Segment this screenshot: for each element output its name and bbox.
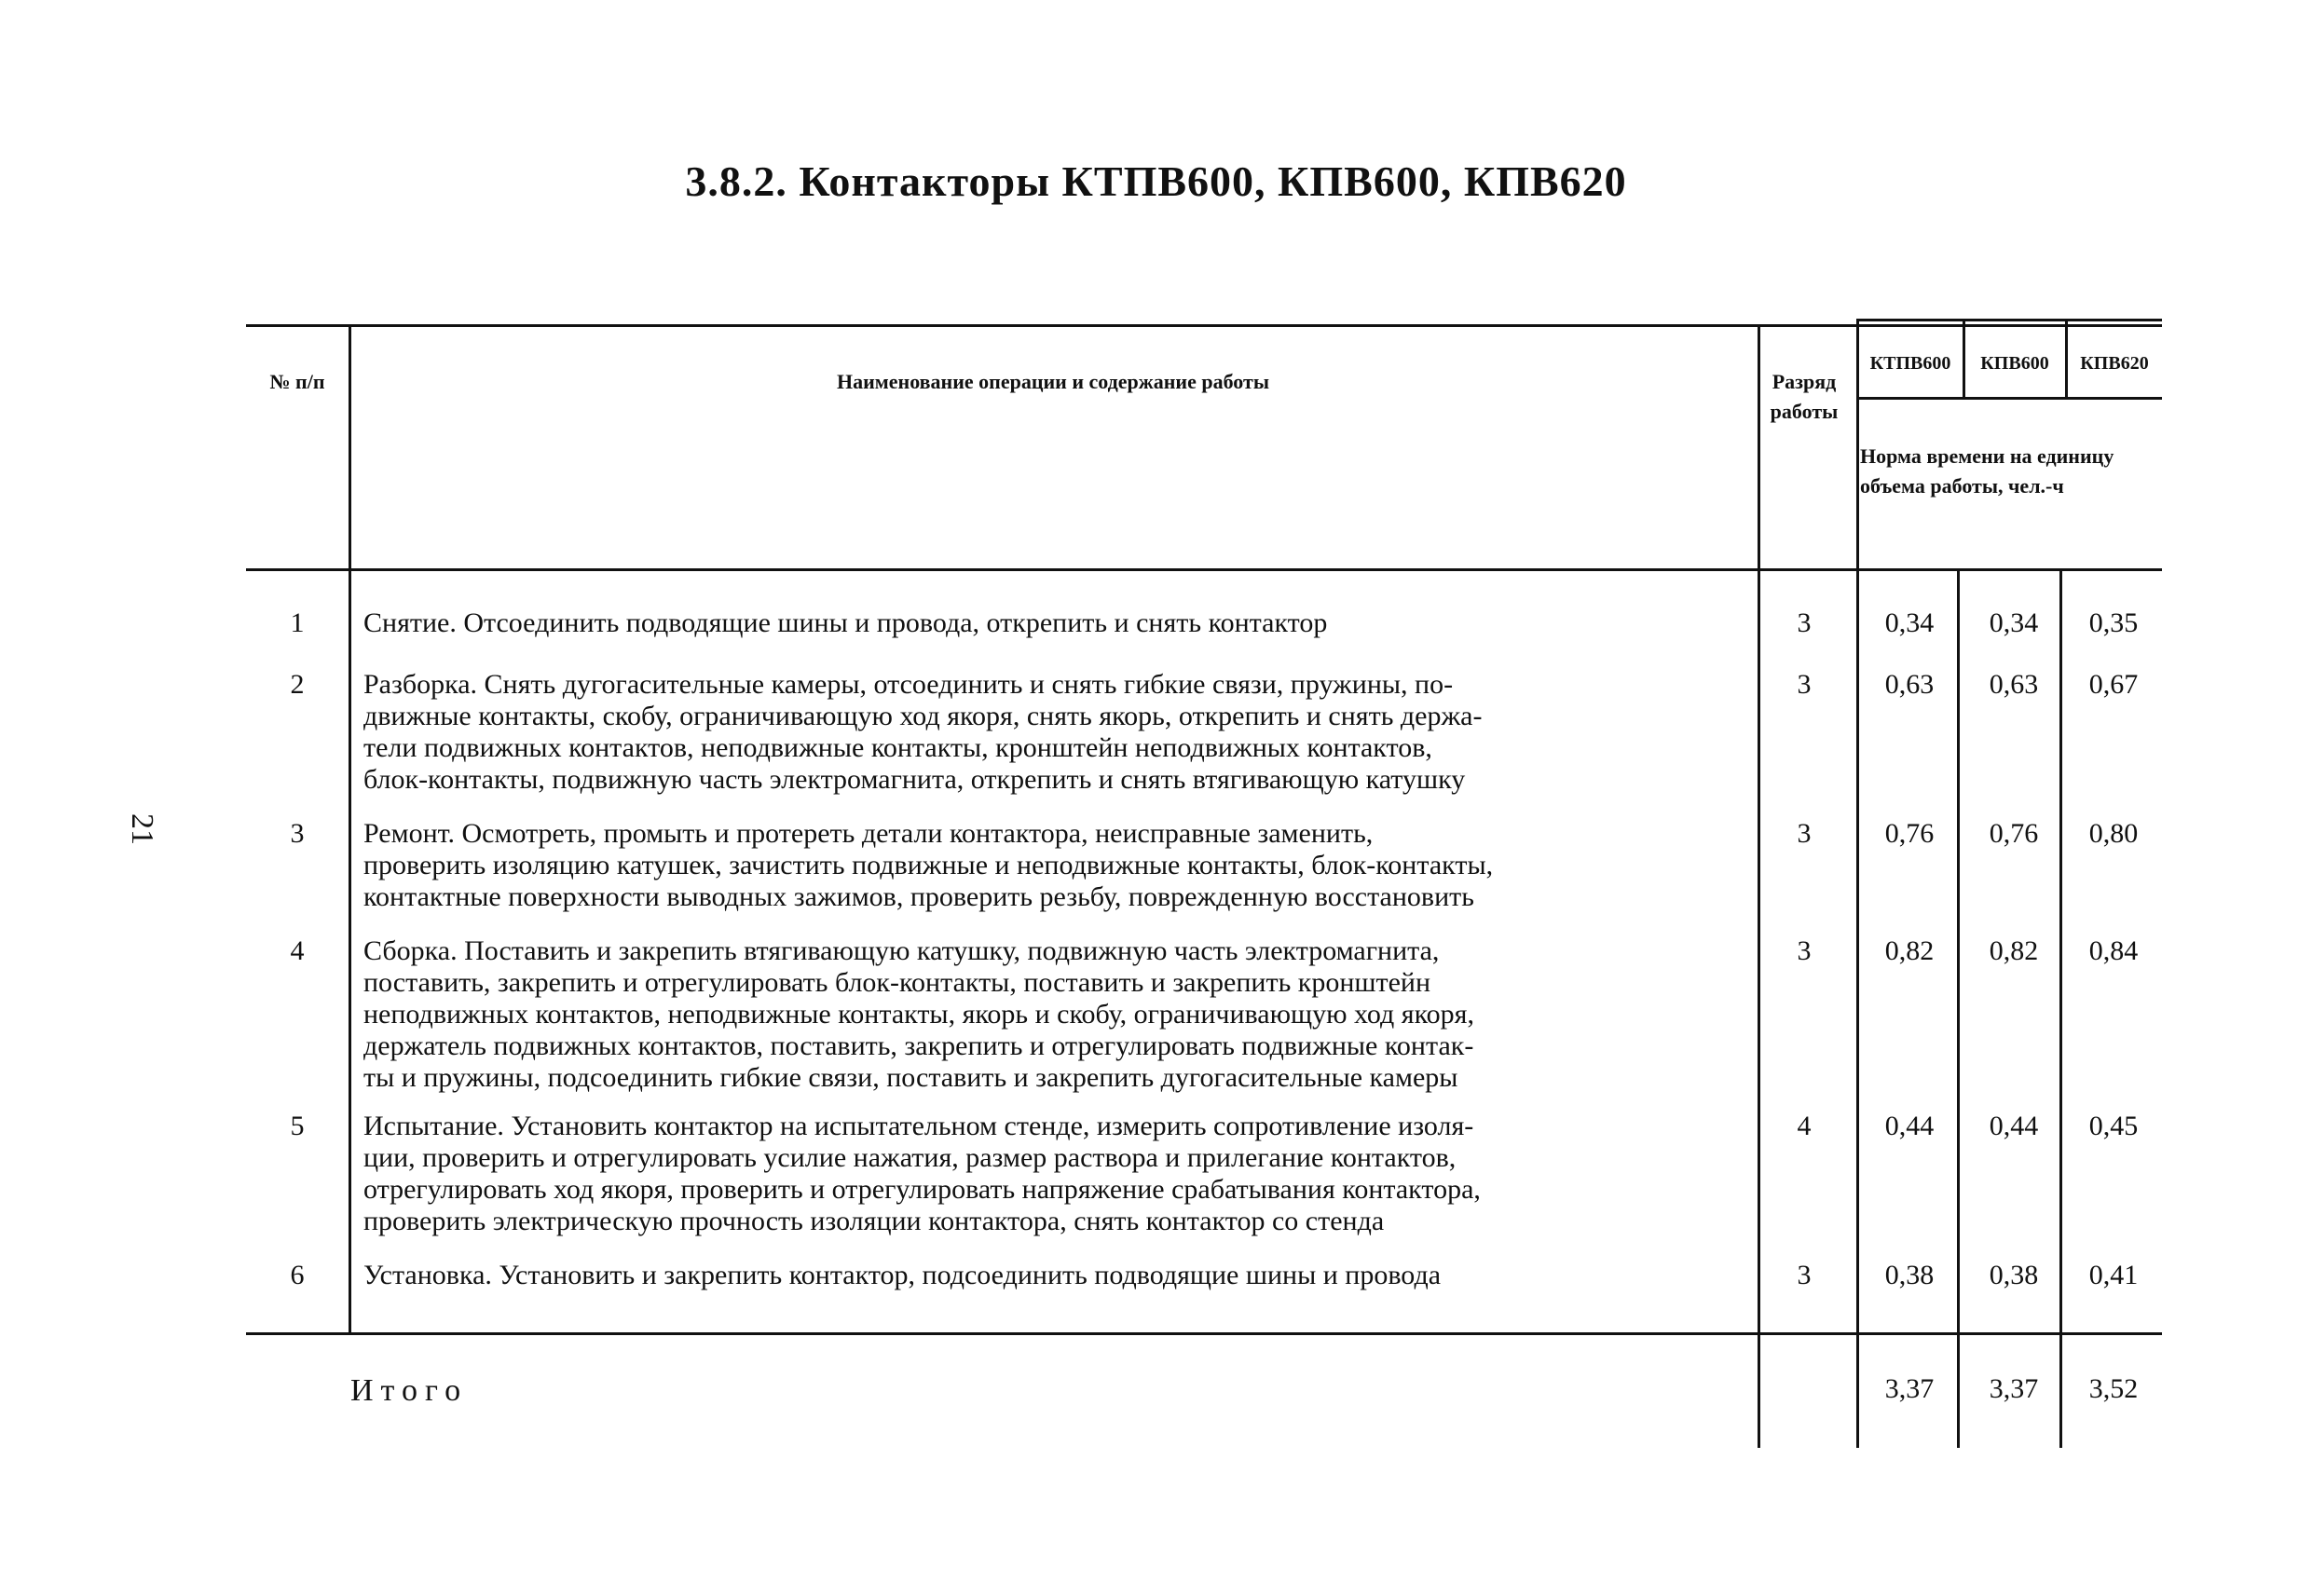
rank-value: 3 xyxy=(1797,818,1812,849)
rule-header-bottom xyxy=(246,568,2162,571)
norm-kpv620: 0,80 xyxy=(2088,818,2139,849)
rank-value: 3 xyxy=(1797,1260,1812,1290)
operation-text: Снятие. Отсоединить подводящие шины и провода, открепить и снять контактор xyxy=(363,607,1328,638)
total-ktpv600: 3,37 xyxy=(1884,1373,1935,1404)
operation-text: Ремонт. Осмотреть, промыть и протереть детали контактора, неисправные заменить, проверить изоляцию катушек, зачистить подвижные и неподвижные контакты, блок-контакты, контактные поверхности выводных зажимов, проверить резьбу, поврежденную восстановить xyxy=(363,818,1494,912)
rule-top-right xyxy=(1856,319,2162,321)
rank-value: 3 xyxy=(1797,669,1812,700)
norm-ktpv600: 0,34 xyxy=(1884,607,1935,638)
header-col-kpv620: КПВ620 xyxy=(2080,353,2149,374)
rule-model-headers xyxy=(1856,397,2162,400)
norm-kpv600: 0,38 xyxy=(1989,1260,2039,1290)
norm-ktpv600: 0,76 xyxy=(1884,818,1935,849)
header-col-ktpv600: КТПВ600 xyxy=(1869,353,1951,374)
header-operation: Наименование операции и содержание работы xyxy=(836,370,1269,393)
header-col-kpv600: КПВ600 xyxy=(1980,353,2049,374)
col-divider-rank-total xyxy=(1758,1332,1760,1448)
rule-body-bottom xyxy=(246,1332,2162,1335)
row-number: 4 xyxy=(290,935,305,966)
rule-top xyxy=(246,324,2162,327)
row-number: 3 xyxy=(290,818,305,849)
total-label: Итого xyxy=(350,1373,469,1408)
norm-kpv620: 0,41 xyxy=(2088,1260,2139,1290)
page-title: 3.8.2. Контакторы КТПВ600, КПВ600, КПВ620 xyxy=(685,157,1627,205)
norm-kpv620: 0,67 xyxy=(2088,669,2139,700)
page-number: 21 xyxy=(125,813,159,845)
col-divider-num xyxy=(349,324,351,1332)
total-kpv600: 3,37 xyxy=(1989,1373,2039,1404)
norm-kpv600: 0,76 xyxy=(1989,818,2039,849)
operation-text: Разборка. Снять дугогасительные камеры, отсоединить и снять гибкие связи, пружины, по- движные контакты, скобу, ограничивающую ход якоря, снять якорь, открепить и снять держа- тели подвижных контактов, неподвижные контакты, кронштейн неподвижных контактов, блок-контакты, подвижную часть электромагнита, открепить и снять втягивающую катушку xyxy=(363,669,1483,795)
norm-kpv600: 0,82 xyxy=(1989,935,2039,966)
operation-text: Сборка. Поставить и закрепить втягивающую катушку, подвижную часть электромагнита, поставить, закрепить и отрегулировать блок-контакты, поставить и закрепить кронштейн неподвижных контактов, неподвижные контакты, якорь и скобу, ограничивающую ход якоря, держатель подвижных контактов, поставить, закрепить и отрегулировать подвижные контак- ты и пружины, подсоединить гибкие связи, поставить и закрепить дугогасительные камеры xyxy=(363,935,1474,1093)
row-number: 6 xyxy=(290,1260,305,1290)
rank-value: 4 xyxy=(1797,1111,1812,1141)
norm-kpv620: 0,45 xyxy=(2088,1111,2139,1141)
norm-kpv600: 0,63 xyxy=(1989,669,2039,700)
norm-kpv600: 0,44 xyxy=(1989,1111,2039,1141)
row-number: 1 xyxy=(290,607,305,638)
rank-value: 3 xyxy=(1797,607,1812,638)
row-number: 2 xyxy=(290,669,305,700)
header-num: № п/п xyxy=(269,370,325,393)
operation-text: Испытание. Установить контактор на испытательном стенде, измерить сопротивление изоля- ции, проверить и отрегулировать усилие нажатия, размер раствора и прилегание контактов, отрегулировать ход якоря, проверить и отрегулировать напряжение срабатывания контактора, проверить электрическую прочность изоляции контактора, снять контактор со стенда xyxy=(363,1111,1481,1236)
norm-kpv600: 0,34 xyxy=(1989,607,2039,638)
norm-ktpv600: 0,38 xyxy=(1884,1260,1935,1290)
norm-ktpv600: 0,82 xyxy=(1884,935,1935,966)
norm-ktpv600: 0,44 xyxy=(1884,1111,1935,1141)
rank-value: 3 xyxy=(1797,935,1812,966)
header-norm: Норма времени на единицу объема работы, чел.-ч xyxy=(1860,444,2114,498)
operation-text: Установка. Установить и закрепить контактор, подсоединить подводящие шины и провода xyxy=(363,1260,1442,1290)
norm-kpv620: 0,84 xyxy=(2088,935,2139,966)
header-rank: Разряд работы xyxy=(1770,370,1839,423)
row-number: 5 xyxy=(290,1111,305,1141)
norm-ktpv600: 0,63 xyxy=(1884,669,1935,700)
norm-kpv620: 0,35 xyxy=(2088,607,2139,638)
total-kpv620: 3,52 xyxy=(2088,1373,2139,1404)
